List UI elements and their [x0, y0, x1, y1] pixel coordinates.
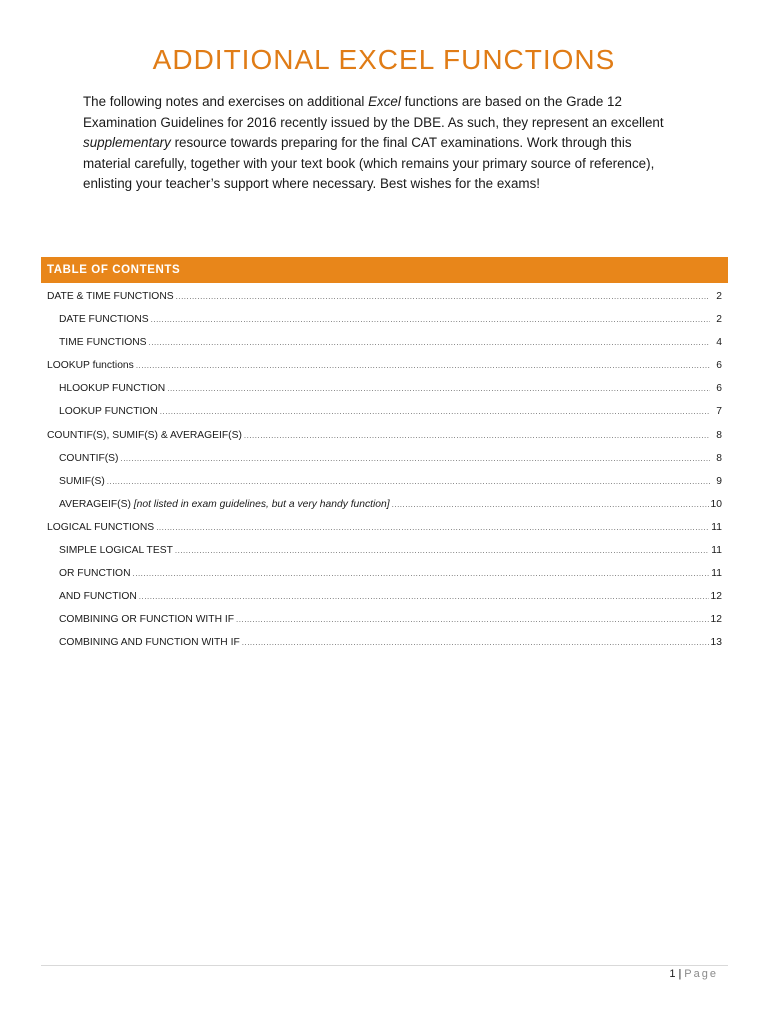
- toc-entry-label: TIME FUNCTIONS: [59, 337, 147, 349]
- footer-separator: |: [678, 968, 682, 980]
- toc-entry-label: COMBINING OR FUNCTION WITH IF: [59, 614, 235, 626]
- intro-paragraph: [83, 92, 673, 195]
- toc-entry-label: LOOKUP functions: [47, 360, 134, 372]
- toc-entry-combining-and-with-if[interactable]: [47, 633, 722, 656]
- toc-entry-date-time-functions[interactable]: [47, 287, 722, 310]
- toc-entry-sumif[interactable]: [47, 472, 722, 495]
- dot-leader: [160, 402, 710, 422]
- toc-entry-averageif[interactable]: [47, 495, 722, 518]
- dot-leader: [139, 587, 709, 607]
- dot-leader: [120, 449, 710, 469]
- toc-entry-page: 11: [711, 545, 722, 557]
- page-word: Page: [684, 968, 718, 980]
- document-title: ADDITIONAL EXCEL FUNCTIONS: [152, 44, 616, 75]
- intro-text: functions are based on the Grade 12 Examination Guidelines for 2016 recently issued by the DBE. As such, they represent an excellent: [83, 94, 664, 130]
- dot-leader: [156, 518, 709, 538]
- toc-entry-combining-or-with-if[interactable]: [47, 610, 722, 633]
- dot-leader: [136, 356, 710, 376]
- toc-entry-page: 6: [716, 383, 722, 395]
- toc-entry-date-functions[interactable]: [47, 310, 722, 333]
- intro-emphasis-excel: Excel: [368, 94, 401, 109]
- dot-leader: [167, 379, 710, 399]
- dot-leader: [149, 333, 710, 353]
- page-number: 1: [669, 968, 676, 980]
- toc-entry-label-text: AVERAGEIF(S): [59, 498, 134, 510]
- toc-entry-page: 12: [710, 614, 722, 626]
- dot-leader: [236, 610, 708, 630]
- dot-leader: [151, 310, 710, 330]
- footer-divider: [41, 965, 728, 966]
- toc-entry-page: 6: [716, 360, 722, 372]
- toc-entry-page: 11: [711, 521, 722, 533]
- toc-entry-label: SUMIF(S): [59, 475, 105, 487]
- toc-entry-label: HLOOKUP FUNCTION: [59, 383, 166, 395]
- toc-entry-time-functions[interactable]: [47, 333, 722, 356]
- dot-leader: [242, 633, 709, 653]
- toc-entry-lookup-function[interactable]: [47, 402, 722, 425]
- toc-entry-page: 2: [716, 291, 722, 302]
- toc-entry-label: COUNTIF(S): [59, 452, 119, 464]
- toc-entry-and-function[interactable]: [47, 587, 722, 610]
- toc-entry-page: 12: [710, 591, 722, 603]
- toc-entry-label: DATE FUNCTIONS: [59, 314, 149, 326]
- dot-leader: [133, 564, 710, 584]
- toc-entry-label: DATE & TIME FUNCTIONS: [47, 291, 174, 302]
- toc-entry-page: 8: [716, 452, 722, 464]
- toc-heading-bar: [41, 257, 728, 283]
- toc-entry-logical-functions[interactable]: [47, 518, 722, 541]
- dot-leader: [107, 472, 710, 492]
- toc-entry-hlookup-function[interactable]: [47, 379, 722, 402]
- toc-entry-label: OR FUNCTION: [59, 568, 131, 580]
- toc-entry-or-function[interactable]: [47, 564, 722, 587]
- toc-entry-label: SIMPLE LOGICAL TEST: [59, 545, 173, 557]
- toc-entry-label: LOOKUP FUNCTION: [59, 406, 158, 418]
- toc-entry-simple-logical-test[interactable]: [47, 541, 722, 564]
- toc-entry-countif[interactable]: [47, 449, 722, 472]
- toc-entry-page: 11: [711, 568, 722, 580]
- toc-entry-label: AND FUNCTION: [59, 591, 137, 603]
- toc-entry-countif-sumif-averageif[interactable]: [47, 426, 722, 449]
- toc-entry-page: 10: [710, 498, 722, 510]
- toc-entry-note: [not listed in exam guidelines, but a very handy function]: [133, 498, 390, 510]
- toc-entry-label: COUNTIF(S), SUMIF(S) & AVERAGEIF(S): [47, 429, 242, 441]
- toc-entry-label: COMBINING AND FUNCTION WITH IF: [59, 637, 240, 649]
- dot-leader: [175, 541, 709, 561]
- toc-entry-page: 8: [716, 429, 722, 441]
- page-footer: [669, 966, 718, 982]
- dot-leader: [176, 287, 710, 307]
- toc-entry-label: [59, 495, 390, 515]
- toc-entry-page: 7: [716, 406, 722, 418]
- toc-entry-label: LOGICAL FUNCTIONS: [47, 521, 155, 533]
- toc-entry-page: 13: [710, 637, 722, 649]
- toc-entry-page: 9: [716, 475, 722, 487]
- table-of-contents: [47, 287, 722, 657]
- dot-leader: [244, 426, 710, 446]
- intro-text: The following notes and exercises on additional: [83, 94, 369, 109]
- intro-text: resource towards preparing for the final CAT examinations. Work through this material carefully, together with your text book (which remains your primary source of reference), enlisting your teacher’s support where necessary. Best wishes for the exams!: [83, 135, 655, 192]
- intro-emphasis-supplementary: supplementary: [83, 135, 171, 151]
- toc-entry-page: 2: [716, 314, 722, 326]
- dot-leader: [392, 495, 709, 515]
- toc-heading: TABLE OF CONTENTS: [47, 264, 181, 276]
- toc-entry-page: 4: [716, 337, 722, 349]
- toc-entry-lookup-functions[interactable]: [47, 356, 722, 379]
